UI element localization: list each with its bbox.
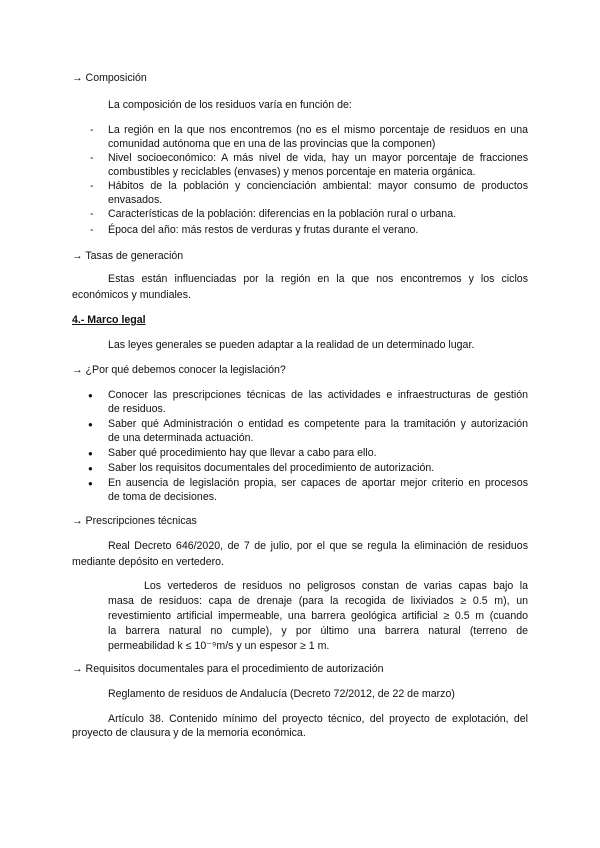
legislacion-bullet-line: de una determinada actuación. — [108, 432, 254, 444]
legislacion-bullet-line: Saber qué procedimiento hay que llevar a cabo para ello. — [108, 447, 377, 459]
section-heading-requisitos: → Requisitos documentales para el procedimiento de autorización — [72, 663, 384, 675]
section-heading-legislacion: → ¿Por qué debemos conocer la legislación? — [72, 364, 286, 376]
composition-bullet-line: Hábitos de la población y concienciación ambiental: mayor consumo de productos — [108, 180, 528, 192]
section-heading-tasas: → Tasas de generación — [72, 250, 184, 262]
composition-bullet-line: Época del año: más restos de verduras y frutas durante el verano. — [108, 224, 419, 236]
composition-bullet-line: La región en la que nos encontremos (no es el mismo porcentaje de residuos en una — [108, 124, 528, 136]
vertedero-quote-line: revestimiento artificial impermeable, una barrera geológica artificial ≥ 0.5 m (cuando — [108, 610, 528, 622]
legislacion-bullet-line: de toma de decisiones. — [108, 491, 217, 503]
composition-intro: La composición de los residuos varía en función de: — [108, 99, 352, 111]
dash-marker: - — [90, 224, 94, 236]
legislacion-bullet-line: Conocer las prescripciones técnicas de las actividades e infraestructuras de gestión — [108, 389, 528, 401]
section-heading-composicion: → Composición — [72, 72, 147, 84]
composition-bullet-line: Características de la población: diferencias en la población rural o urbana. — [108, 208, 457, 220]
prescripciones-paragraph-line: mediante depósito en vertedero. — [72, 556, 224, 568]
bullet-marker: ● — [88, 449, 93, 458]
bullet-marker: ● — [88, 420, 93, 429]
bullet-marker: ● — [88, 479, 93, 488]
reglamento-paragraph: Reglamento de residuos de Andalucía (Decreto 72/2012, de 22 de marzo) — [108, 688, 455, 700]
composition-bullet-line: Nivel socioeconómico: A más nivel de vida, hay un mayor porcentaje de fracciones — [108, 152, 528, 164]
section-title-marco-legal: 4.- Marco legal — [72, 314, 146, 326]
dash-marker: - — [90, 180, 94, 192]
vertedero-quote-line: la barrera natural no cumple), y por último una barrera natural (terreno de — [108, 625, 528, 637]
legislacion-bullet-line: Saber qué Administración o entidad es competente para la tramitación y autorización — [108, 418, 528, 430]
vertedero-quote-line: masa de residuos: capa de drenaje (para la recogida de lixiviados ≥ 0.5 m), un — [108, 595, 528, 607]
section-heading-prescripciones: → Prescripciones técnicas — [72, 515, 197, 527]
prescripciones-paragraph-line: Real Decreto 646/2020, de 7 de julio, por el que se regula la eliminación de residuos — [108, 540, 528, 552]
composition-bullet-line: combustibles y reciclables (envases) y menos porcentaje en materia orgánica. — [108, 166, 476, 178]
tasas-paragraph-line: Estas están influenciadas por la región en la que nos encontremos y los ciclos — [108, 273, 528, 285]
composition-bullet-line: comunidad autónoma que en una de las provincias que la componen) — [108, 138, 436, 150]
dash-marker: - — [90, 208, 94, 220]
articulo-paragraph-line: proyecto de clausura y de la memoria económica. — [72, 727, 306, 739]
dash-marker: - — [90, 152, 94, 164]
vertedero-quote-line: permeabilidad k ≤ 10⁻⁹m/s y un espesor ≥ 1 m. — [108, 640, 330, 652]
bullet-marker: ● — [88, 464, 93, 473]
articulo-paragraph-line: Artículo 38. Contenido mínimo del proyecto técnico, del proyecto de explotación, del — [108, 713, 528, 725]
dash-marker: - — [90, 124, 94, 136]
tasas-paragraph-line: económicos y mundiales. — [72, 289, 191, 301]
composition-bullet-line: envasados. — [108, 194, 163, 206]
legislacion-bullet-line: de residuos. — [108, 403, 166, 415]
marco-legal-paragraph: Las leyes generales se pueden adaptar a la realidad de un determinado lugar. — [108, 339, 475, 351]
legislacion-bullet-line: Saber los requisitos documentales del procedimiento de autorización. — [108, 462, 435, 474]
vertedero-quote-line: Los vertederos de residuos no peligrosos constan de varias capas bajo la — [144, 580, 528, 592]
legislacion-bullet-line: En ausencia de legislación propia, ser capaces de aportar mejor criterio en procesos — [108, 477, 528, 489]
bullet-marker: ● — [88, 391, 93, 400]
